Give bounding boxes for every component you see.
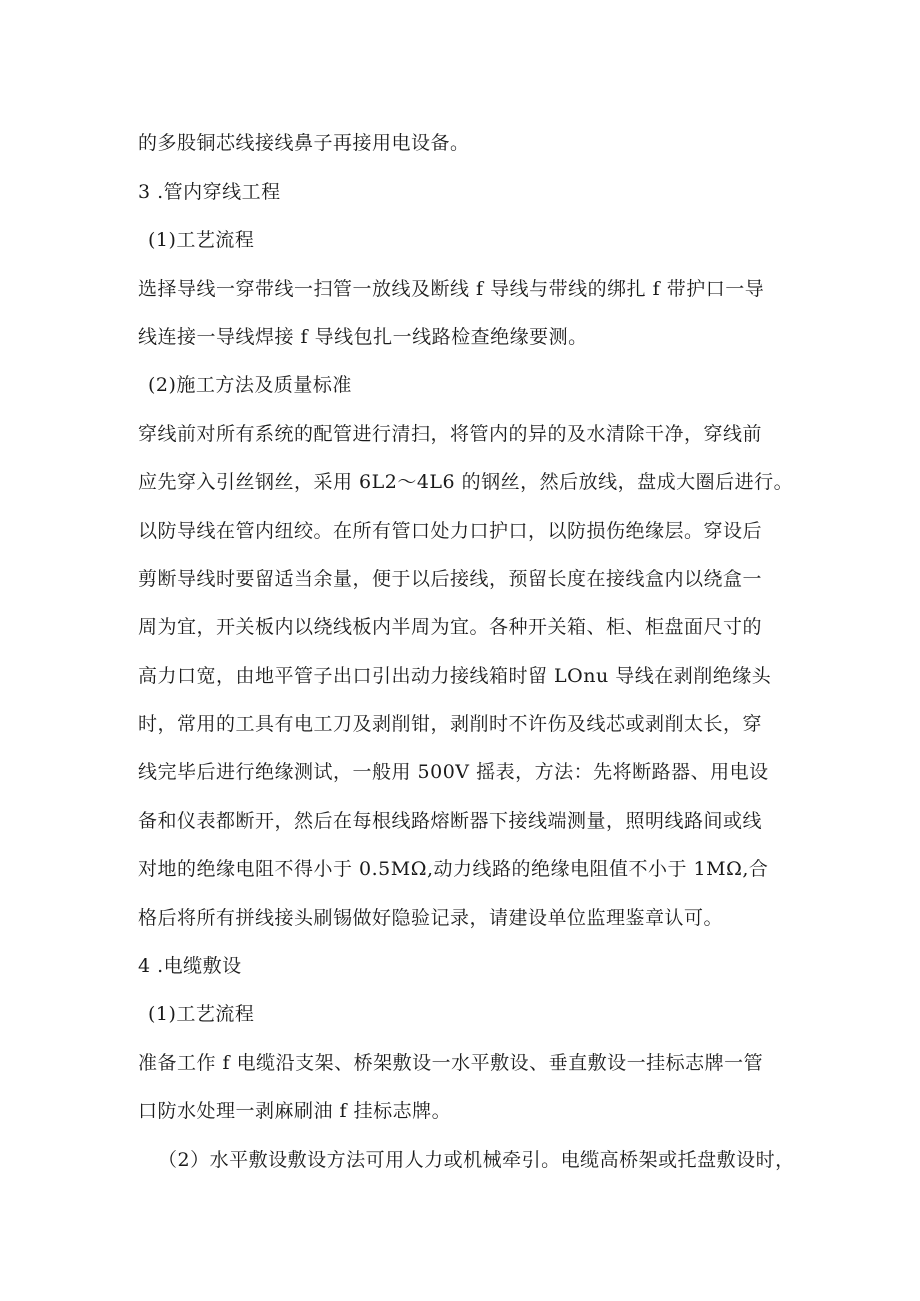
- text-line: 剪断导线时要留适当余量，便于以后接线，预留长度在接线盒内以绕盒一: [138, 568, 763, 590]
- subsection-heading: (1)工艺流程: [148, 1003, 255, 1025]
- text-line: （2）水平敷设敷设方法可用人力或机械牵引。电缆高桥架或托盘敷设时，: [158, 1149, 795, 1171]
- text-line: 以防导线在管内纽绞。在所有管口处力口护口，以防损伤绝缘层。穿设后: [138, 520, 763, 542]
- text-line: 时，常用的工具有电工刀及剥削钳，剥削时不许伤及线芯或剥削太长，穿: [138, 713, 763, 735]
- subsection-heading: (2)施工方法及质量标准: [148, 374, 352, 396]
- text-line: 选择导线一穿带线一扫管一放线及断线 f 导线与带线的绑扎 f 带护口一导: [138, 278, 765, 300]
- section-heading: 4 .电缆敷设: [138, 955, 242, 977]
- text-line: 的多股铜芯线接线鼻子再接用电设备。: [138, 132, 470, 154]
- text-line: 准备工作 f 电缆沿支架、桥架敷设一水平敷设、垂直敷设一挂标志牌一管: [138, 1052, 764, 1074]
- text-line: 线完毕后进行绝缘测试，一般用 500V 摇表，方法：先将断路器、用电设: [138, 761, 769, 783]
- text-line: 周为宜，开关板内以绕线板内半周为宜。各种开关箱、柜、柜盘面尺寸的: [138, 616, 763, 638]
- text-line: 线连接一导线焊接 f 导线包扎一线路检查绝缘要测。: [138, 326, 588, 348]
- section-heading: 3 .管内穿线工程: [138, 181, 281, 203]
- text-line: 口防水处理一剥麻刷油 f 挂标志牌。: [138, 1100, 452, 1122]
- text-line: 对地的绝缘电阻不得小于 0.5MΩ,动力线路的绝缘电阻值不小于 1MΩ,合: [138, 858, 769, 880]
- text-line: 备和仪表都断开，然后在每根线路熔断器下接线端测量，照明线路间或线: [138, 810, 763, 832]
- subsection-heading: (1)工艺流程: [148, 229, 255, 251]
- text-line: 穿线前对所有系统的配管进行清扫，将管内的异的及水清除干净，穿线前: [138, 423, 763, 445]
- text-line: 应先穿入引丝钢丝，采用 6L2～4L6 的钢丝，然后放线，盘成大圈后进行。: [138, 471, 794, 493]
- text-line: 高力口宽，由地平管子出口引出动力接线箱时留 LOnu 导线在剥削绝缘头: [138, 665, 772, 687]
- text-line: 格后将所有拼线接头刷锡做好隐验记录，请建设单位监理鉴章认可。: [138, 907, 724, 929]
